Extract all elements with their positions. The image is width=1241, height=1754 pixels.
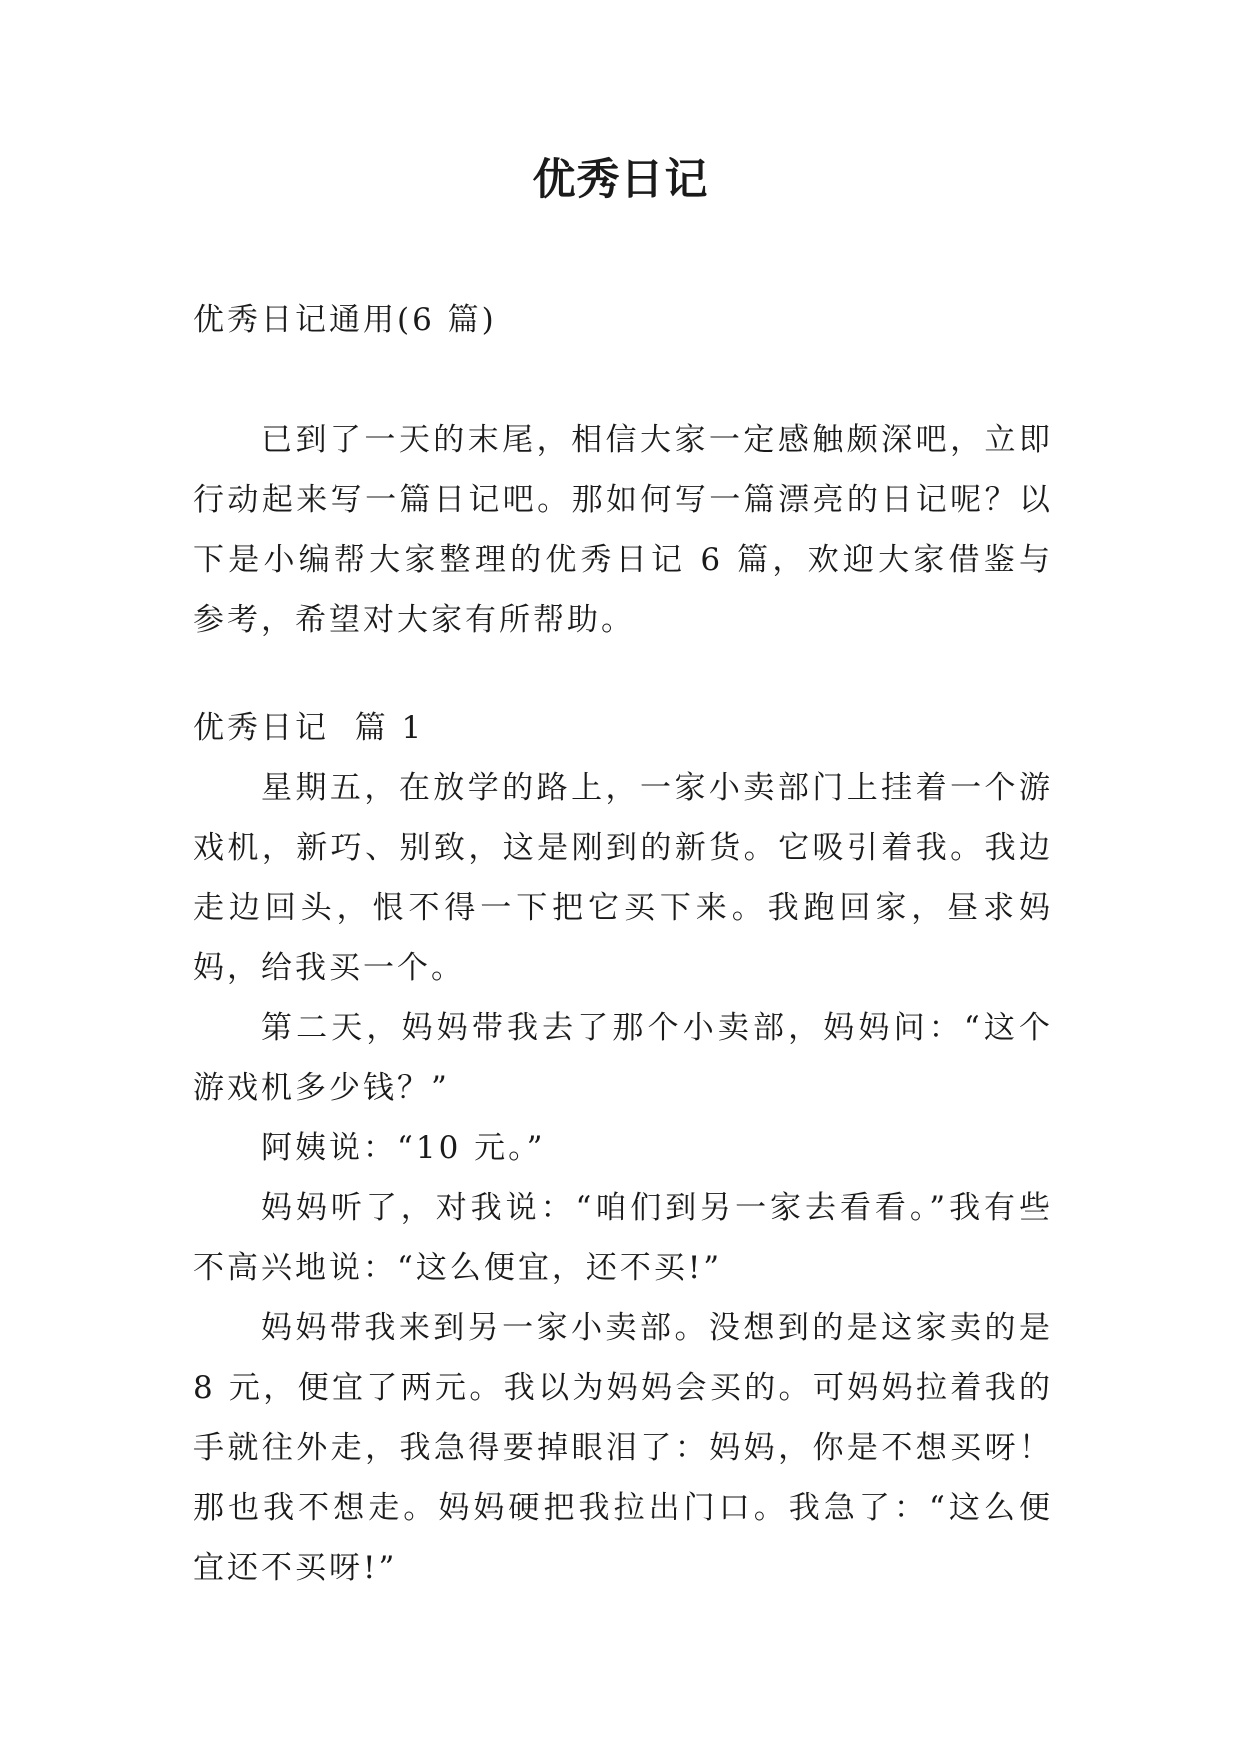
body-paragraph: 妈妈听了，对我说：“咱们到另一家去看看。”我有些不高兴地说：“这么便宜，还不买!” — [193, 1190, 1053, 1286]
document-body — [193, 290, 1053, 1598]
body-paragraph: 阿姨说：“10 元。” — [261, 1130, 546, 1166]
document-title: 优秀日记 — [532, 155, 709, 205]
body-paragraph: 第二天，妈妈带我去了那个小卖部，妈妈问：“这个游戏机多少钱？” — [193, 1010, 1053, 1106]
intro-paragraph: 已到了一天的末尾，相信大家一定感触颇深吧，立即行动起来写一篇日记吧。那如何写一篇漂亮的日记呢？以下是小编帮大家整理的优秀日记 6 篇，欢迎大家借鉴与参考，希望对大家有所帮助。 — [193, 422, 1053, 638]
body-paragraph: 星期五，在放学的路上，一家小卖部门上挂着一个游戏机，新巧、别致，这是刚到的新货。它吸引着我。我边走边回头，恨不得一下把它买下来。我跑回家，昼求妈妈，给我买一个。 — [193, 770, 1053, 986]
document-subtitle: 优秀日记通用(6 篇) — [193, 302, 497, 338]
body-paragraph: 妈妈带我来到另一家小卖部。没想到的是这家卖的是 8 元，便宜了两元。我以为妈妈会买的。可妈妈拉着我的手就往外走，我急得要掉眼泪了：妈妈，你是不想买呀！那也我不想走。妈妈硬把我拉出门口。我急了：“这么便宜还不买呀!” — [193, 1310, 1053, 1586]
section-heading: 优秀日记 篇 1 — [193, 710, 425, 746]
